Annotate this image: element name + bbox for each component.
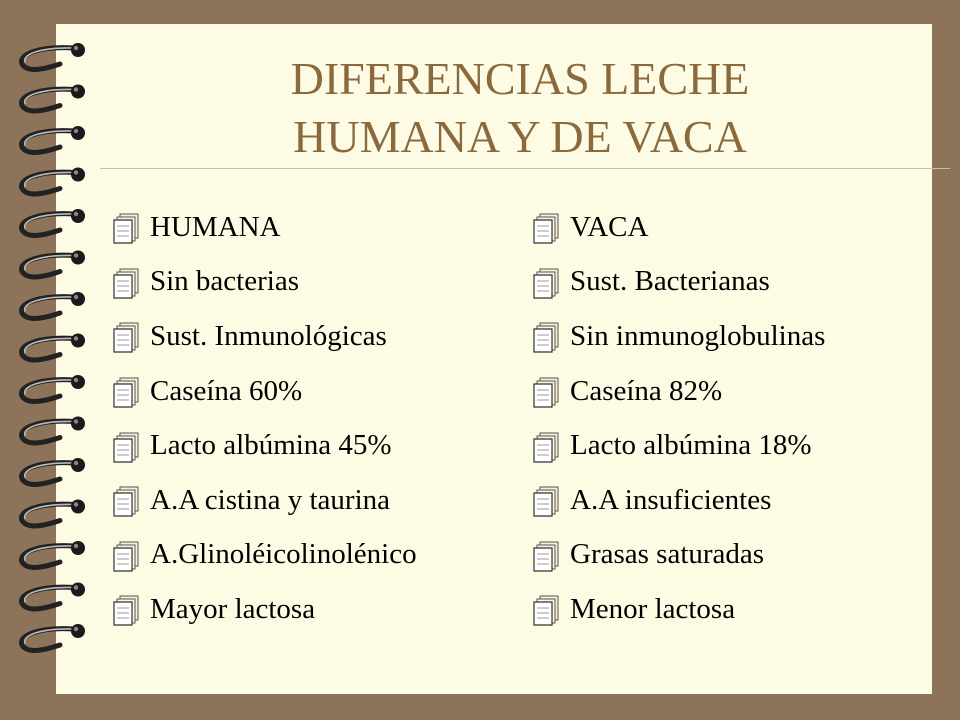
list-item-label: Lacto albúmina 45% [150,429,392,462]
notepad-icon [112,538,142,572]
list-item [532,309,825,364]
list-item [112,364,417,419]
list-item-label: Sust. Bacterianas [570,265,770,298]
title-line-1: DIFERENCIAS LECHE [290,53,750,104]
notepad-icon [112,483,142,517]
title-divider [100,168,950,169]
cow-milk-list [532,200,825,637]
notepad-icon [112,210,142,244]
slide-title [120,50,920,166]
notepad-icon [532,210,562,244]
notepad-icon [532,374,562,408]
notepad-icon [532,319,562,353]
list-item [532,473,825,528]
list-item-label: Caseína 60% [150,374,303,407]
notepad-icon [532,429,562,463]
title-line-2: HUMANA Y DE VACA [293,111,747,162]
list-item-label: Sin bacterias [150,265,299,298]
notepad-icon [112,374,142,408]
list-item [112,255,417,310]
list-item-label: Mayor lactosa [150,592,316,625]
list-item-label: Sust. Inmunológicas [150,319,387,352]
notepad-icon [112,319,142,353]
list-item [532,200,825,255]
notepad-icon [532,592,562,626]
list-item [532,418,825,473]
notepad-icon [532,265,562,299]
list-item [112,473,417,528]
notepad-icon [532,483,562,517]
notepad-icon [112,429,142,463]
list-item [532,364,825,419]
list-item-label: Grasas saturadas [570,538,765,571]
list-item-label: Menor lactosa [570,592,736,625]
list-item [532,255,825,310]
notepad-icon [532,538,562,572]
list-item [112,582,417,637]
list-item [532,582,825,637]
human-milk-list [112,200,417,637]
list-item-label: HUMANA [150,210,281,243]
list-item-label: A.Glinoléicolinolénico [150,538,417,571]
list-item-label: A.A insuficientes [570,483,772,516]
list-item [112,418,417,473]
spiral-binding [0,0,110,720]
list-item-label: Lacto albúmina 18% [570,429,812,462]
notepad-icon [112,592,142,626]
list-item [532,528,825,583]
notepad-icon [112,265,142,299]
list-item-label: Sin inmunoglobulinas [570,319,826,352]
list-item [112,528,417,583]
list-item [112,200,417,255]
list-item [112,309,417,364]
list-item-label: VACA [570,210,649,243]
list-item-label: A.A cistina y taurina [150,483,391,516]
list-item-label: Caseína 82% [570,374,723,407]
